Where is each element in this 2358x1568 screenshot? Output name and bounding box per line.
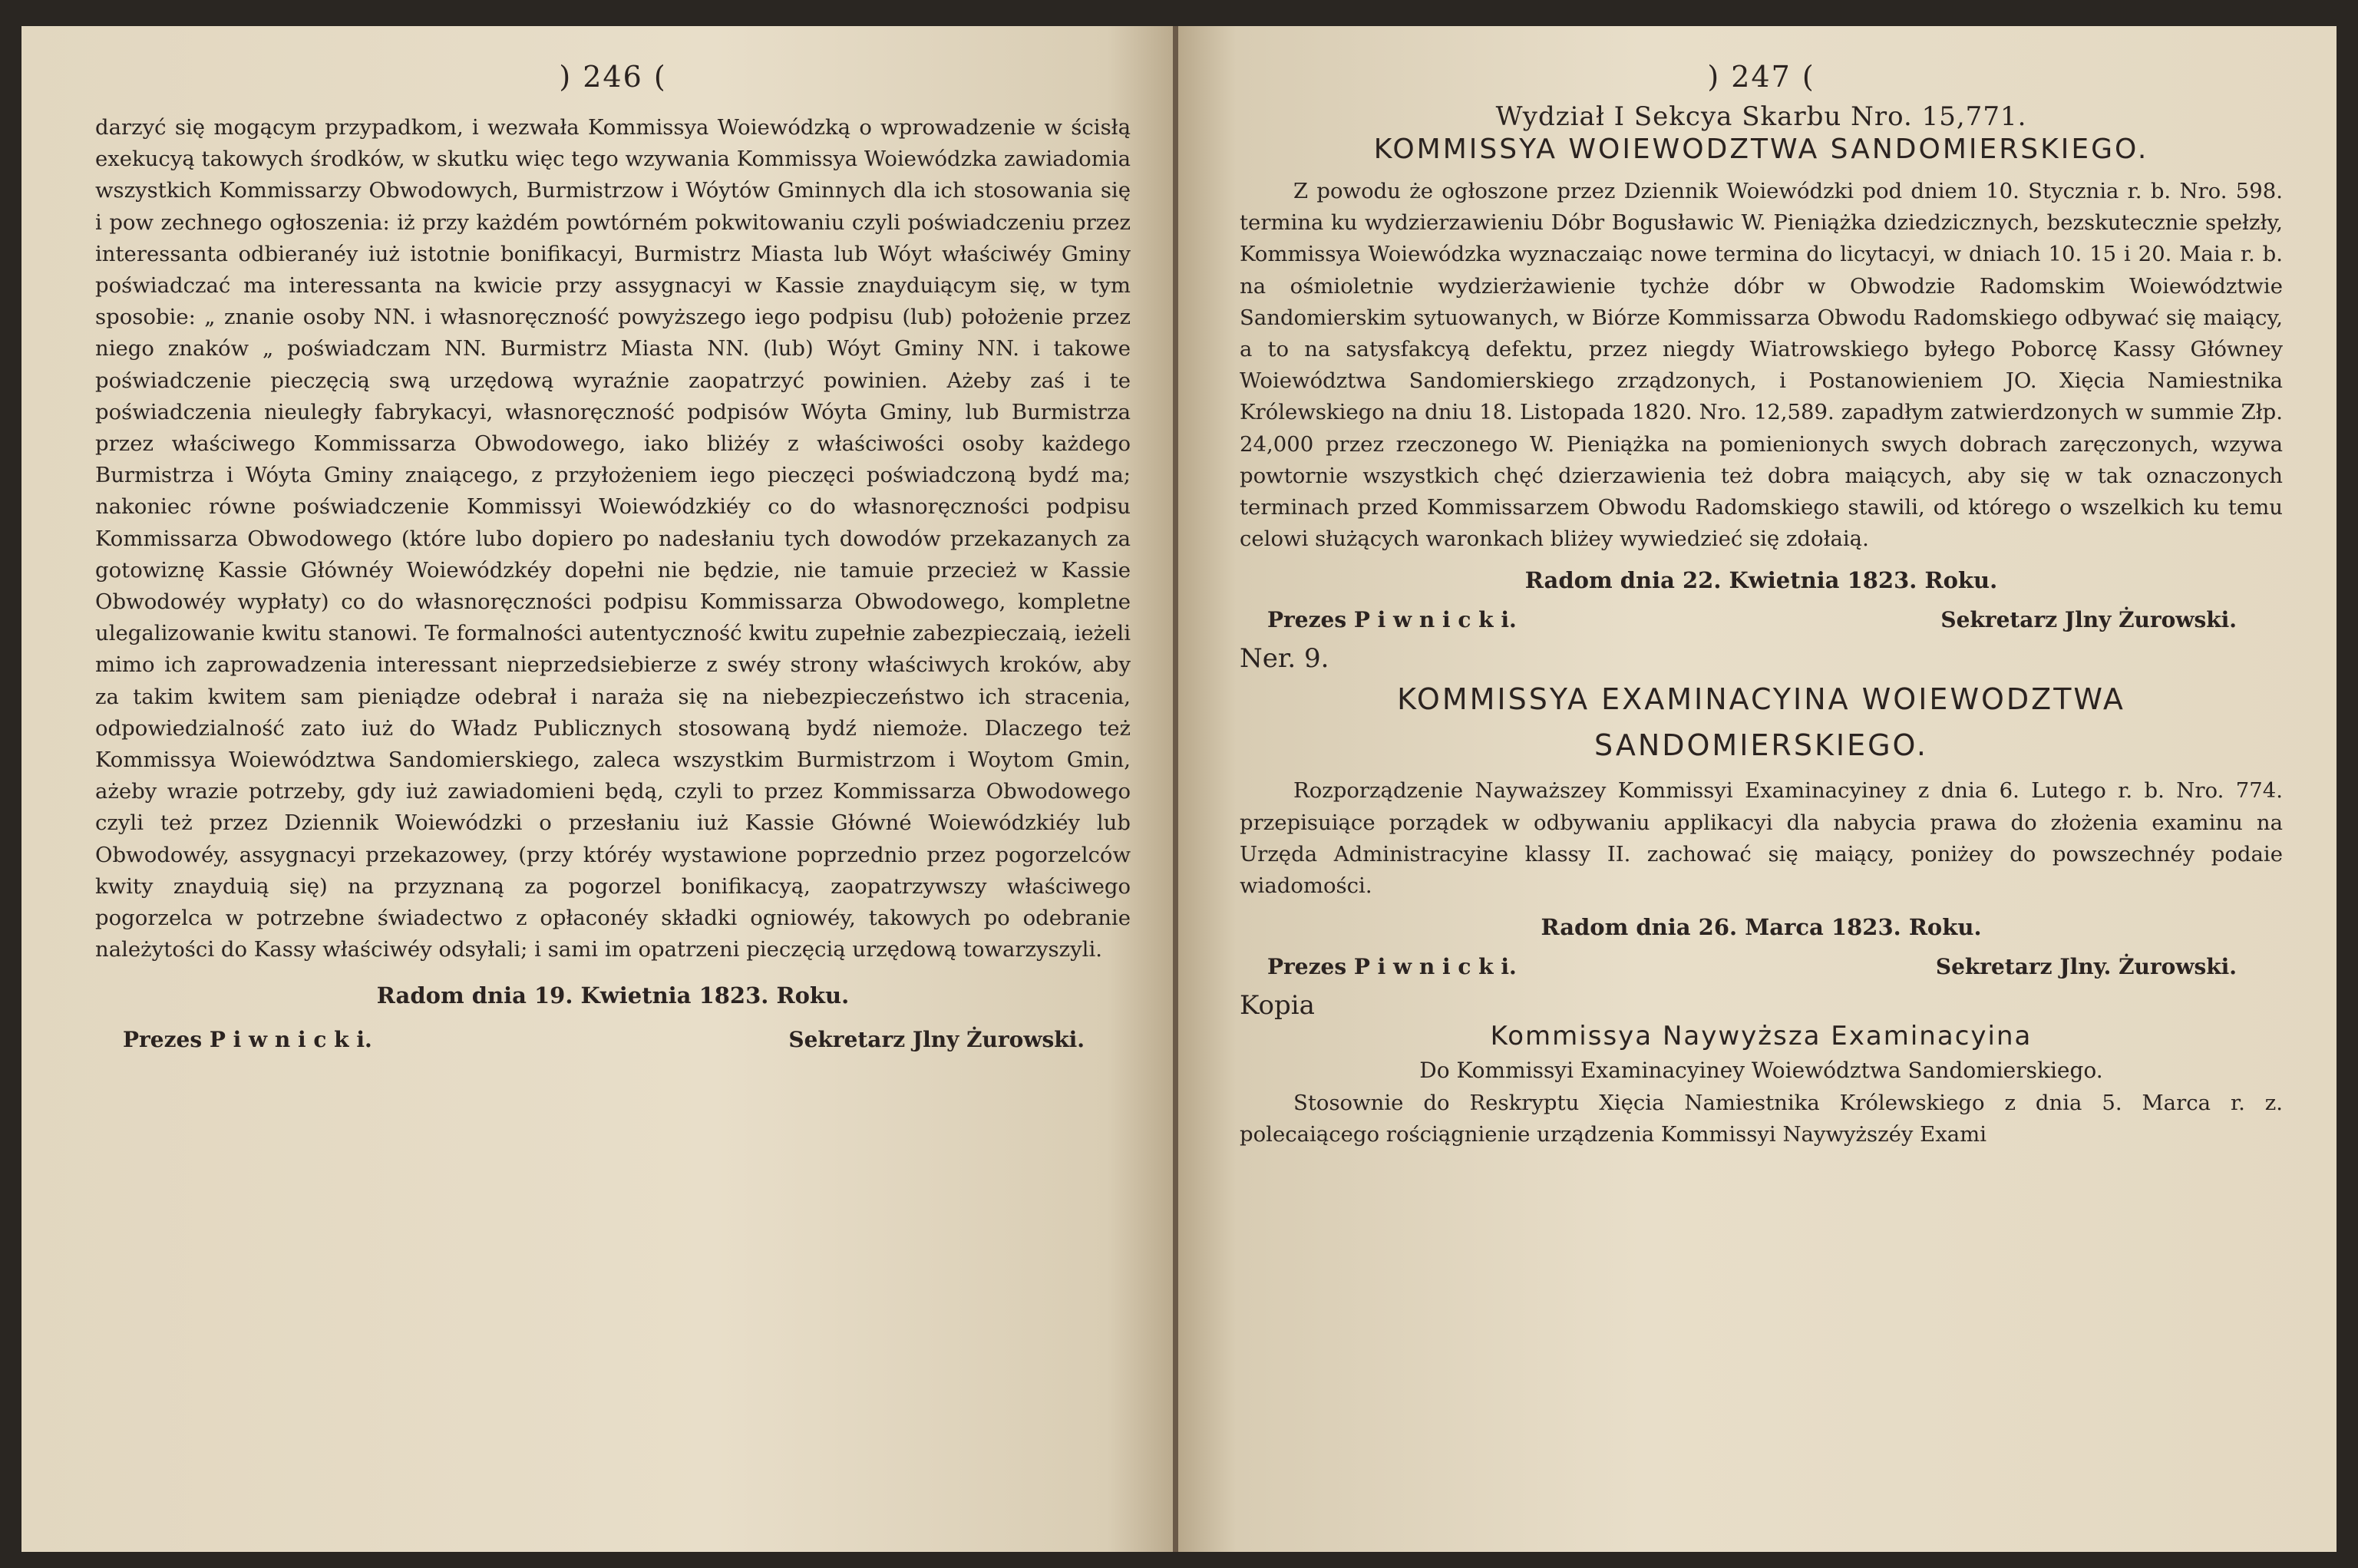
supreme-commission-subtitle: Do Kommissyi Examinacyiney Woiewództwa Sandomierskiego. bbox=[1419, 1058, 2103, 1084]
left-body-paragraph: darzyć się mogącym przypadkom, i wezwała Kommissya Woiewódzką o wprowadzenie w ścisłą exekucyą takowych środków, w skutku więc tego wzywania Kommissya Woiewódzka zawiadomia wszystkich Kommissarzy Obwodowych, Burmistrzow i Wóytów Gminnych dla ich stosowania się i pow zechnego ogłoszenia: iż przy każdém powtórném pokwitowaniu czyli poświadczeniu przez interessanta odbieranéy iuż istotnie bonifikacyi, Burmistrz Miasta lub Wóyt właściwéy Gminy poświadczać ma interessanta na kwicie przy assygnacyi w Kassie znayduiącym się, w tym sposobie: „ znanie osoby NN. i własnoręczność powyższego iego podpisu (lub) położenie przez niego znaków „ poświadczam NN. Burmistrz Miasta NN. (lub) Wóyt Gminy NN. i takowe poświadczenie pieczęcią swą urzędową wyraźnie zaopatrzyć powinien. Ażeby zaś i te poświadczenia nieuległy fabrykacyi, własnoręczność podpisów Wóyta Gminy, lub Burmistrza przez właściwego Kommissarza Obwodowego, iako bliżéy z właściwości osoby każdego Burmistrza i Wóyta Gminy znaiącego, z przyłożeniem iego pieczęci poświadczoną bydź ma; nakoniec równe poświadczenie Kommissyi Woiewódzkiéy co do własnoręczności podpisu Kommissarza Obwodowego (które lubo dopiero po nadesłaniu tych dowodów przekazanych za gotowiznę Kassie Głównéy Woiewódzkéy dopełni nie będzie, nie tamuie przecież w Kassie Obwodowéy wypłaty) co do własnoręczności podpisu Kommissarza Obwodowego, kompletne ulegalizowanie kwitu stanowi. Te formalności autentyczność kwitu zupełnie zabezpieczaią, ieżeli mimo ich zaprowadzenia interessant nieprzedsiebierze z swéy strony właściwych kroków, aby za takim kwitem sam pieniądze odebrał i naraża się na niebezpieczeństwo ich stracenia, odpowiedzialność zato iuż do Władz Publicznych stosowaną bydź niemoże. Dlaczego też Kommissya Woiewództwa Sandomierskiego, zaleca wszystkim Burmistrzom i Woytom Gmin, ażeby wrazie potrzeby, gdy iuż zawiadomieni będą, czyli to przez Kommissarza Obwodowego czyli też przez Dziennik Woiewódzki o przesłaniu iuż Kassie Główné Woiewódzkiéy lub Obwodowéy, assygnacyi przekazowey, (przy któréy wystawione poprzednio przez pogorzelców kwity znayduią się) na przyznaną za pogorzel bonifikacyą, zaopatrzywszy właściwego pogorzelca w potrzebne świadectwo z opłaconéy składki ogniowéy, takowych po odebranie należytości do Kassy właściwéy odsyłali; i sami im opatrzeni pieczęcią urzędową towarzyszyli. bbox=[95, 115, 1131, 962]
page-number-right: ) 247 ( bbox=[1707, 60, 1815, 94]
secretary-signature: Sekretarz Jlny Żurowski. bbox=[788, 1027, 1085, 1053]
president-signature-1: Prezes P i w n i c k i. bbox=[1267, 607, 1517, 633]
right-date-line-1: Radom dnia 22. Kwietnia 1823. Roku. bbox=[1524, 567, 1998, 594]
president-signature: Prezes P i w n i c k i. bbox=[123, 1027, 372, 1053]
rescript-paragraph: Stosownie do Reskryptu Xięcia Namiestnika Królewskiego z dnia 5. Marca r. z. polecaiącego rościągnienie urządzenia Kommissyi Naywyższéy Exami bbox=[1240, 1091, 2283, 1147]
right-date-line-2: Radom dnia 26. Marca 1823. Roku. bbox=[1541, 914, 1982, 941]
left-signatures bbox=[95, 1027, 1131, 1052]
left-date-line: Radom dnia 19. Kwietnia 1823. Roku. bbox=[376, 982, 850, 1009]
right-signatures-2 bbox=[1240, 954, 2283, 979]
president-signature-2: Prezes P i w n i c k i. bbox=[1267, 954, 1517, 980]
kopia-label: Kopia bbox=[1240, 990, 1315, 1022]
secretary-signature-2: Sekretarz Jlny. Żurowski. bbox=[1935, 954, 2237, 980]
right-page bbox=[1178, 26, 2337, 1552]
supreme-commission-title: Kommissya Naywyższa Examinacyina bbox=[1490, 1021, 2033, 1052]
number-label: Ner. 9. bbox=[1240, 643, 1329, 675]
lease-announcement-paragraph: Z powodu że ogłoszone przez Dziennik Woiewódzki pod dniem 10. Stycznia r. b. Nro. 598. termina ku wydzierzawieniu Dóbr Bogusławic W. Pieniążka dziedzicznych, bezskutecznie spełzły, Kommissya Woiewódzka wyznaczaiąc nowe termina do licytacyi, w dniach 10. 15 i 20. Maia r. b. na ośmioletnie wydzierżawienie tychże dóbr w Obwodzie Radomskim Woiewództwie Sandomierskim sytuowanych, w Biórze Kommissarza Obwodu Radomskiego odbywać się maiący, a to na satysfakcyą defektu, przez niegdy Wiatrowskiego byłego Poborcę Kassy Główney Woiewództwa Sandomierskiego zrządzonych, i Postanowieniem JO. Xięcia Namiestnika Królewskiego na dniu 18. Listopada 1820. Nro. 12,589. zapadłym zatwierdzonych w summie Złp. 24,000 przez rzeczonego W. Pieniążka na pomienionych swych dobrach zaręczonych, wzywa powtornie wszystkich chęć dzierzawienia też dobra maiących, aby się w tak oznaczonych terminach przed Kommissarzem Obwodu Radomskiego stawili, od którego o wszelkich ku temu celowi służących waronkach bliżey wywiedzieć się zdołaią. bbox=[1240, 179, 2283, 552]
commission-title: KOMMISSYA WOIEWODZTWA SANDOMIERSKIEGO. bbox=[1373, 134, 2149, 165]
exam-commission-title-line1: KOMMISSYA EXAMINACYINA WOIEWODZTWA bbox=[1397, 682, 2125, 717]
book-spread bbox=[21, 26, 2337, 1552]
page-number-left: ) 246 ( bbox=[559, 60, 667, 94]
exam-regulation-paragraph: Rozporządzenie Nayważszey Kommissyi Examinacyiney z dnia 6. Lutego r. b. Nro. 774. przepisuiące porządek w odbywaniu applikacyi dla nabycia prawa do złożenia examinu na Urzęda Administracyine klassy II. zachować się maiący, poniżey do powszechnéy podaie wiadomości. bbox=[1240, 778, 2283, 899]
secretary-signature-1: Sekretarz Jlny Żurowski. bbox=[1940, 607, 2237, 633]
left-page bbox=[21, 26, 1177, 1552]
department-line: Wydział I Sekcya Skarbu Nro. 15,771. bbox=[1495, 101, 2027, 132]
exam-commission-title-line2: SANDOMIERSKIEGO. bbox=[1594, 728, 1928, 763]
right-signatures-1 bbox=[1240, 607, 2283, 632]
